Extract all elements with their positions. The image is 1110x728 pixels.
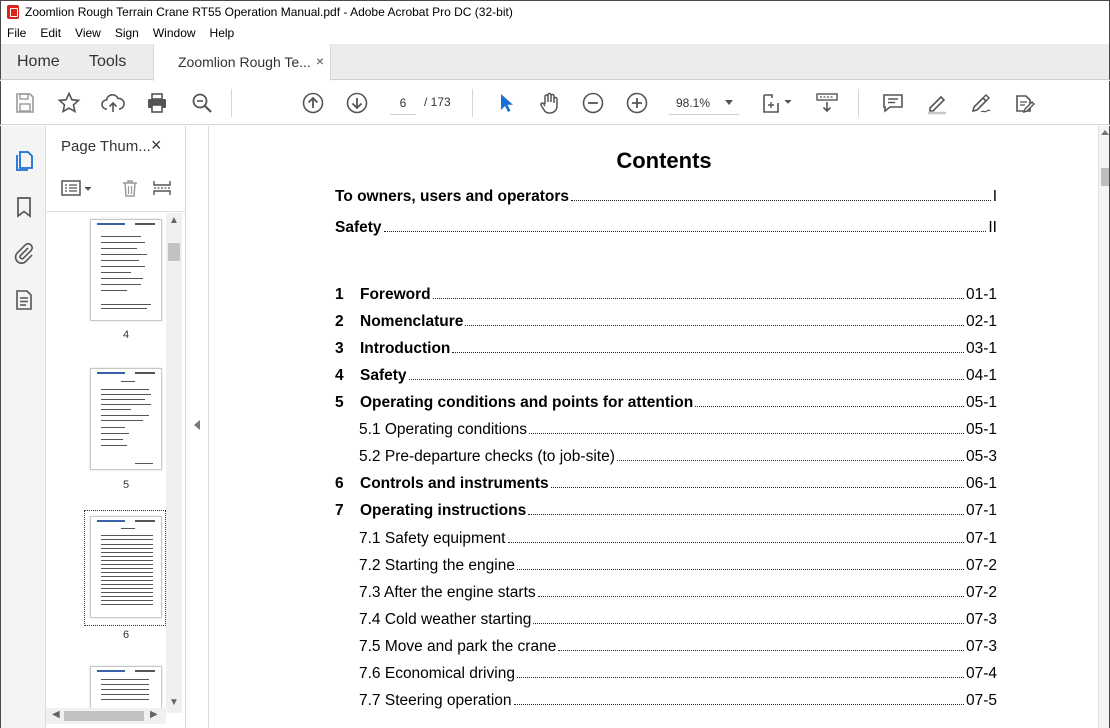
toc-dot-leader — [465, 325, 964, 326]
page-down-icon[interactable] — [345, 91, 369, 115]
toc-entry-title: Foreword — [360, 286, 431, 303]
toc-entry-page: 05-1 — [965, 394, 997, 411]
tab-tools[interactable]: Tools — [89, 53, 127, 70]
toc-entry[interactable] — [359, 582, 997, 602]
toc-entry-title: Operating instructions — [360, 502, 527, 519]
toc-entry-page: 03-1 — [965, 340, 997, 357]
toc-entry-number: 4 — [335, 367, 344, 384]
toc-entry-page: 07-5 — [965, 692, 997, 709]
toc-entry-number: 2 — [335, 313, 344, 330]
toc-entry-number: 7 — [335, 502, 344, 519]
toc-entry-title: 7.4 Cold weather starting — [359, 611, 532, 628]
zoom-value: 98.1% — [676, 96, 711, 110]
attachments-icon[interactable] — [12, 241, 36, 265]
toc-dot-leader — [517, 569, 964, 570]
page-thumbnails-panel — [46, 126, 186, 728]
toc-entry-page: 05-3 — [965, 448, 997, 465]
toc-entry-page: 04-1 — [965, 367, 997, 384]
toc-entry-page: 07-3 — [965, 611, 997, 628]
toc-entry[interactable] — [335, 186, 997, 206]
toc-entry-page: 07-3 — [965, 638, 997, 655]
left-navigation-rail — [0, 126, 46, 728]
comment-icon[interactable] — [881, 91, 905, 115]
toc-entry-title: Controls and instruments — [360, 475, 549, 492]
toc-dot-leader — [452, 352, 964, 353]
collapse-left-icon — [194, 420, 200, 430]
thumbnails-vertical-scrollbar[interactable] — [166, 213, 182, 713]
toc-entry-page: 07-1 — [965, 502, 997, 519]
zoom-in-icon[interactable] — [625, 91, 649, 115]
toc-entry[interactable] — [359, 555, 997, 575]
hand-icon[interactable] — [537, 91, 561, 115]
toc-entry-page: 07-1 — [965, 530, 997, 547]
menu-bar — [0, 22, 1110, 44]
window-title: Zoomlion Rough Terrain Crane RT55 Operation Manual.pdf - Adobe Acrobat Pro DC (32-bit) — [25, 4, 513, 19]
close-tab-icon[interactable]: × — [315, 53, 324, 69]
toc-entry[interactable] — [335, 284, 997, 304]
toc-entry[interactable] — [335, 365, 997, 385]
toc-entry-title: 5.2 Pre-departure checks (to job-site) — [359, 448, 615, 465]
tab-bar — [0, 44, 1110, 80]
panel-collapse-handle[interactable] — [187, 126, 209, 728]
toc-entry[interactable] — [335, 473, 997, 493]
thumbnails-list — [46, 213, 186, 713]
toc-dot-leader — [538, 596, 964, 597]
thumbnails-toolbar — [46, 166, 186, 212]
close-panel-icon[interactable]: × — [151, 135, 162, 155]
scrollbar-thumb[interactable] — [168, 243, 180, 261]
scrollbar-thumb[interactable] — [64, 711, 144, 721]
thumbnail-page-5[interactable] — [90, 368, 162, 470]
bookmarks-icon[interactable] — [12, 195, 36, 219]
toc-entry[interactable] — [359, 446, 997, 466]
toc-entry-title: 7.1 Safety equipment — [359, 530, 506, 547]
page-number-input[interactable] — [390, 91, 416, 115]
zoom-dropdown[interactable] — [669, 91, 739, 115]
zoom-out-icon[interactable] — [581, 91, 605, 115]
toc-entry-page: 07-2 — [965, 584, 997, 601]
toc-entry-number: 5 — [335, 394, 344, 411]
toc-entry[interactable] — [359, 528, 997, 548]
menu-edit[interactable]: Edit — [40, 26, 62, 40]
thumbnail-label-5: 5 — [122, 479, 130, 491]
scroll-up-icon[interactable]: ▲ — [169, 215, 179, 226]
toc-entry-title: To owners, users and operators — [335, 188, 569, 205]
menu-help[interactable]: Help — [209, 26, 235, 40]
toc-entry-page: II — [988, 219, 997, 236]
toc-entry-page: 07-2 — [965, 557, 997, 574]
page-total: / 173 — [424, 95, 451, 109]
acrobat-logo-icon — [7, 5, 19, 19]
thumbnail-label-4: 4 — [122, 329, 130, 341]
thumbnail-label-6: 6 — [122, 629, 130, 641]
thumbnails-header — [46, 126, 186, 166]
chevron-down-icon — [725, 100, 733, 105]
toolbar-separator — [858, 89, 859, 117]
insert-page-icon[interactable] — [152, 178, 172, 198]
toc-entry-number: 6 — [335, 475, 344, 492]
menu-file[interactable]: File — [7, 26, 27, 40]
fill-sign-icon[interactable] — [1013, 91, 1037, 115]
toc-entry-page: I — [992, 188, 997, 205]
toc-entry-title: Safety — [360, 367, 407, 384]
toc-dot-leader — [409, 379, 964, 380]
toc-entry-title: Operating conditions and points for attention — [360, 394, 694, 411]
toc-dot-leader — [508, 542, 964, 543]
toc-dot-leader — [617, 460, 964, 461]
toc-entry[interactable] — [335, 500, 997, 520]
toc-entry[interactable] — [335, 217, 997, 237]
toc-dot-leader — [514, 704, 964, 705]
toc-dot-leader — [517, 677, 964, 678]
menu-view[interactable]: View — [75, 26, 101, 40]
scroll-up-icon[interactable] — [1101, 130, 1109, 135]
tab-document-label: Zoomlion Rough Te... — [178, 54, 311, 70]
delete-page-icon[interactable] — [120, 178, 140, 198]
toc-entry-title: 7.3 After the engine starts — [359, 584, 536, 601]
bookmark-star-icon[interactable] — [57, 91, 81, 115]
thumbnail-options-icon[interactable] — [60, 178, 96, 198]
page-fit-icon[interactable] — [761, 91, 795, 115]
toc-entry[interactable] — [335, 392, 997, 412]
pdf-page — [210, 126, 1098, 728]
scroll-right-icon[interactable]: ▶ — [150, 709, 158, 720]
toc-dot-leader — [384, 231, 987, 232]
toc-dot-leader — [528, 514, 964, 515]
toc-entry-page: 02-1 — [965, 313, 997, 330]
select-arrow-icon[interactable] — [494, 91, 518, 115]
toc-entry-title: Safety — [335, 219, 382, 236]
main-toolbar — [0, 81, 1110, 125]
search-zoom-icon[interactable] — [190, 91, 214, 115]
tab-document[interactable] — [153, 44, 331, 81]
toolbar-separator — [472, 89, 473, 117]
document-view[interactable] — [210, 126, 1098, 728]
tab-home[interactable]: Home — [17, 53, 60, 70]
scroll-left-icon[interactable]: ◀ — [52, 709, 60, 720]
toc-entry-title: 7.6 Economical driving — [359, 665, 515, 682]
toc-entry-number: 1 — [335, 286, 344, 303]
toolbar-separator — [231, 89, 232, 117]
page-thumbnails-icon[interactable] — [12, 148, 36, 172]
toc-entry[interactable] — [335, 311, 997, 331]
document-vertical-scrollbar[interactable] — [1098, 126, 1110, 728]
toc-dot-leader — [433, 298, 964, 299]
toc-entry-title: 7.7 Steering operation — [359, 692, 512, 709]
toc-entry-title: 5.1 Operating conditions — [359, 421, 528, 438]
scroll-mode-icon[interactable] — [815, 91, 839, 115]
sign-icon[interactable] — [969, 91, 993, 115]
page-heading: Contents — [616, 148, 712, 173]
print-icon[interactable] — [145, 91, 169, 115]
toc-entry[interactable] — [359, 663, 997, 683]
thumbnail-page-4[interactable] — [90, 219, 162, 321]
thumbnail-page-6[interactable] — [90, 516, 162, 618]
toc-dot-leader — [695, 406, 964, 407]
toc-entry-title: Nomenclature — [360, 313, 464, 330]
thumbnails-horizontal-scrollbar[interactable] — [46, 708, 166, 724]
title-bar — [0, 0, 1110, 22]
scroll-down-icon[interactable]: ▼ — [169, 697, 179, 708]
toc-entry[interactable] — [335, 338, 997, 358]
highlight-icon[interactable] — [925, 91, 949, 115]
toc-entry-title: 7.2 Starting the engine — [359, 557, 515, 574]
toc-entry-title: 7.5 Move and park the crane — [359, 638, 557, 655]
toc-dot-leader — [529, 433, 964, 434]
upload-icon[interactable] — [101, 91, 125, 115]
page-up-icon[interactable] — [301, 91, 325, 115]
toc-entry-page: 01-1 — [965, 286, 997, 303]
toc-entry-page: 07-4 — [965, 665, 997, 682]
menu-sign[interactable]: Sign — [114, 26, 139, 40]
toc-entry[interactable] — [359, 609, 997, 629]
toc-dot-leader — [551, 487, 964, 488]
toc-entry-page: 06-1 — [965, 475, 997, 492]
toc-entry[interactable] — [359, 636, 997, 656]
toc-entry[interactable] — [359, 690, 997, 710]
toc-entry-number: 3 — [335, 340, 344, 357]
toc-dot-leader — [533, 623, 964, 624]
save-icon[interactable] — [13, 91, 37, 115]
menu-window[interactable]: Window — [152, 26, 196, 40]
scrollbar-thumb[interactable] — [1101, 168, 1109, 186]
toc-dot-leader — [571, 200, 991, 201]
thumbnail-page-7[interactable] — [90, 666, 162, 713]
toc-dot-leader — [558, 650, 964, 651]
toc-entry[interactable] — [359, 419, 997, 439]
toc-entry-title: Introduction — [360, 340, 451, 357]
document-properties-icon[interactable] — [12, 288, 36, 312]
toc-entry-page: 05-1 — [965, 421, 997, 438]
thumbnails-title: Page Thum... — [61, 138, 151, 155]
